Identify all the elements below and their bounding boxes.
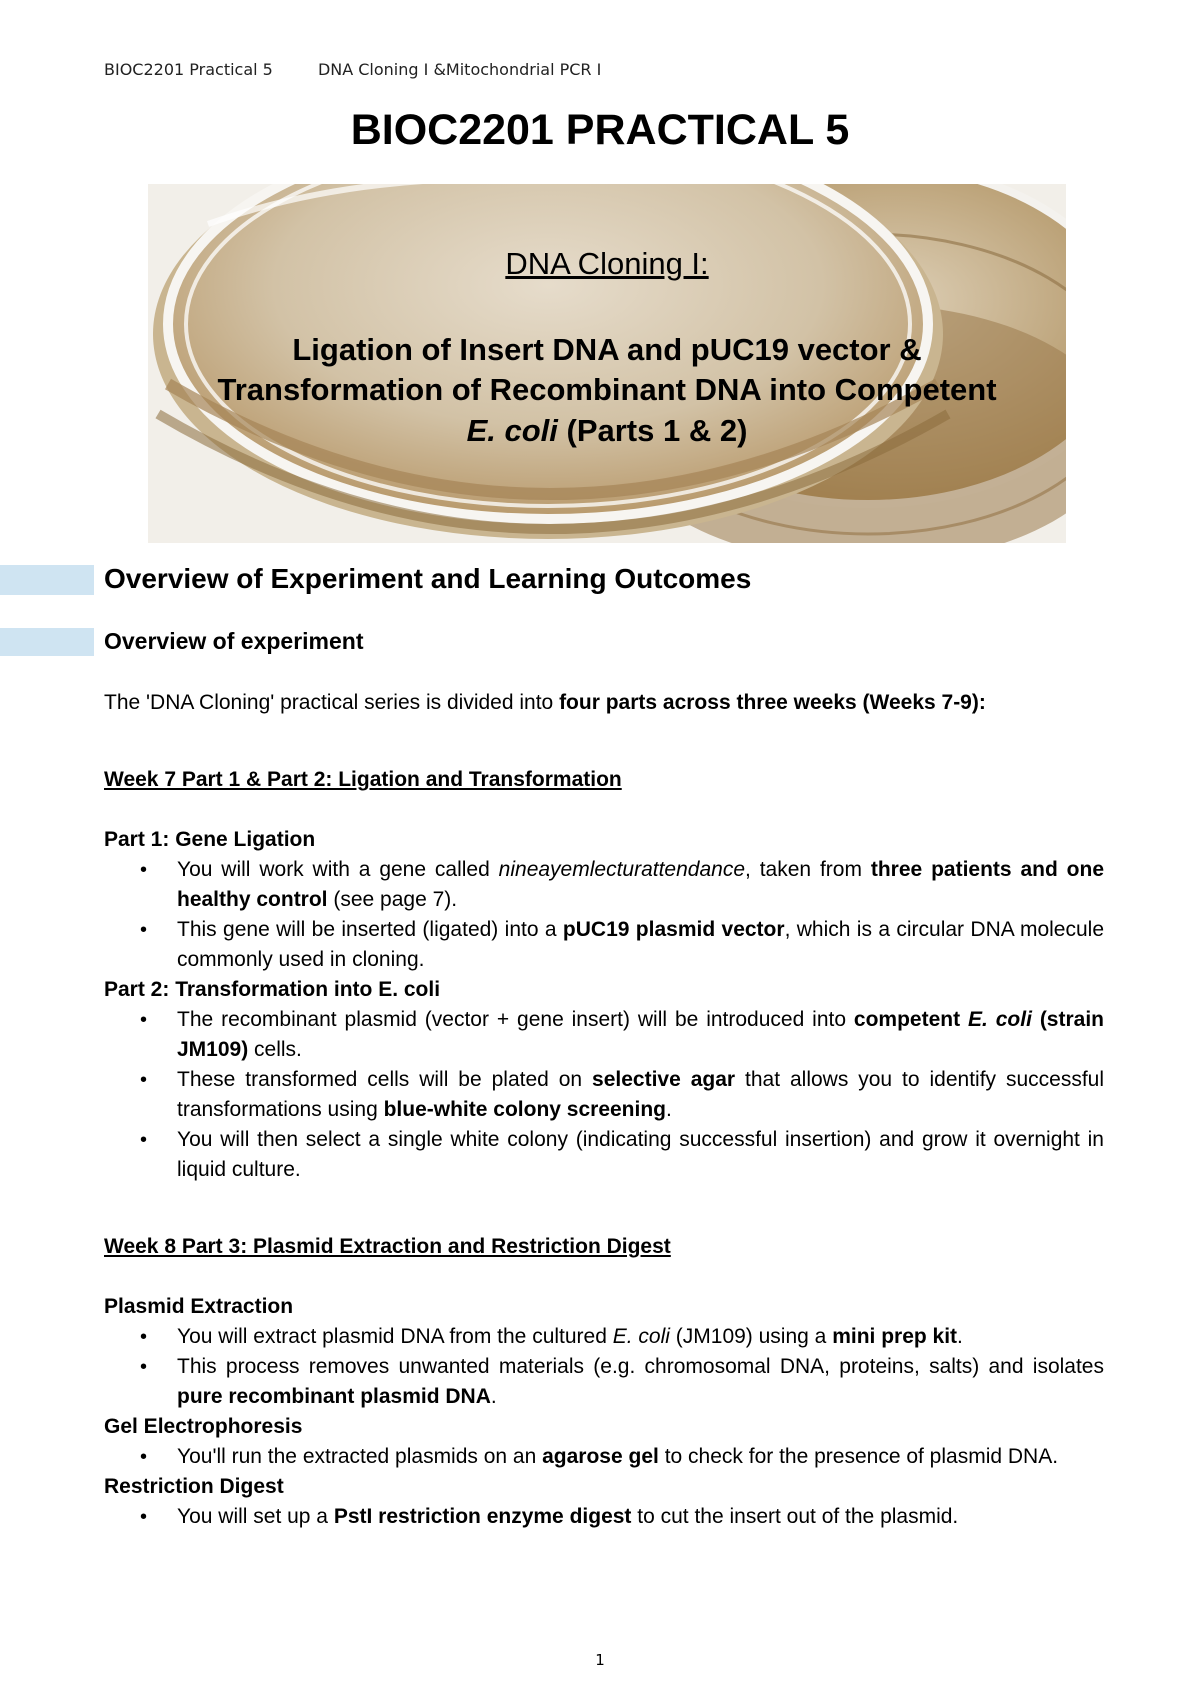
running-header <box>104 60 601 79</box>
running-header-left: BIOC2201 Practical 5 <box>104 60 273 79</box>
list-item: • You will extract plasmid DNA from the cultured E. coli (JM109) using a mini prep kit. <box>104 1322 1104 1352</box>
part2-heading: Part 2: Transformation into E. coli <box>104 978 441 1001</box>
part2-list <box>104 1005 1104 1185</box>
extraction-list <box>104 1322 1104 1412</box>
subsection-heading: Overview of experiment <box>104 628 364 654</box>
list-item: • This process removes unwanted materials (e.g. chromosomal DNA, proteins, salts) and isolates pure recombinant plasmid DNA. <box>104 1352 1104 1412</box>
digest-list <box>104 1502 1104 1532</box>
intro-paragraph <box>104 688 1104 718</box>
list-item: • These transformed cells will be plated on selective agar that allows you to identify successful transformations using blue-white colony screening. <box>104 1065 1104 1125</box>
list-item: • This gene will be inserted (ligated) into a pUC19 plasmid vector, which is a circular DNA molecule commonly used in cloning. <box>104 915 1104 975</box>
digest-heading: Restriction Digest <box>104 1475 284 1498</box>
heading-side-marker <box>0 565 94 595</box>
banner-ecoli: E. coli <box>466 413 558 448</box>
intro-bold: four parts across three weeks (Weeks 7-9): <box>559 691 986 714</box>
section-heading: Overview of Experiment and Learning Outcomes <box>104 563 752 594</box>
week7-heading: Week 7 Part 1 & Part 2: Ligation and Transformation <box>104 768 622 791</box>
part1-list <box>104 855 1104 975</box>
list-item: • You will then select a single white colony (indicating successful insertion) and grow it overnight in liquid culture. <box>104 1125 1104 1185</box>
banner-line-3 <box>148 413 1066 449</box>
list-item: • You'll run the extracted plasmids on an agarose gel to check for the presence of plasmid DNA. <box>104 1442 1104 1472</box>
extraction-heading: Plasmid Extraction <box>104 1295 294 1318</box>
page-number: 1 <box>595 1651 605 1669</box>
banner-line-1: Ligation of Insert DNA and pUC19 vector & <box>292 332 922 367</box>
list-item: • You will work with a gene called nineayemlecturattendance, taken from three patients and one healthy control (see page 7). <box>104 855 1104 915</box>
petri-dish-banner <box>148 184 1066 543</box>
intro-text: The 'DNA Cloning' practical series is divided into <box>104 691 560 714</box>
week8-heading: Week 8 Part 3: Plasmid Extraction and Restriction Digest <box>104 1235 671 1258</box>
subheading-side-marker <box>0 628 94 656</box>
week8-section <box>104 1232 1104 1532</box>
banner-line-2: Transformation of Recombinant DNA into Competent <box>217 372 997 407</box>
list-item: • The recombinant plasmid (vector + gene insert) will be introduced into competent E. coli (strain JM109) cells. <box>104 1005 1104 1065</box>
running-header-right: DNA Cloning I &Mitochondrial PCR I <box>317 60 602 79</box>
part1-heading: Part 1: Gene Ligation <box>104 828 316 851</box>
banner-parts: (Parts 1 & 2) <box>557 413 748 448</box>
list-item: • You will set up a PstI restriction enzyme digest to cut the insert out of the plasmid. <box>104 1502 1104 1532</box>
page-title: BIOC2201 PRACTICAL 5 <box>350 106 850 154</box>
gel-list <box>104 1442 1104 1472</box>
week7-section <box>104 765 1104 1185</box>
banner-subtitle: DNA Cloning I: <box>505 246 709 281</box>
gel-heading: Gel Electrophoresis <box>104 1415 303 1438</box>
